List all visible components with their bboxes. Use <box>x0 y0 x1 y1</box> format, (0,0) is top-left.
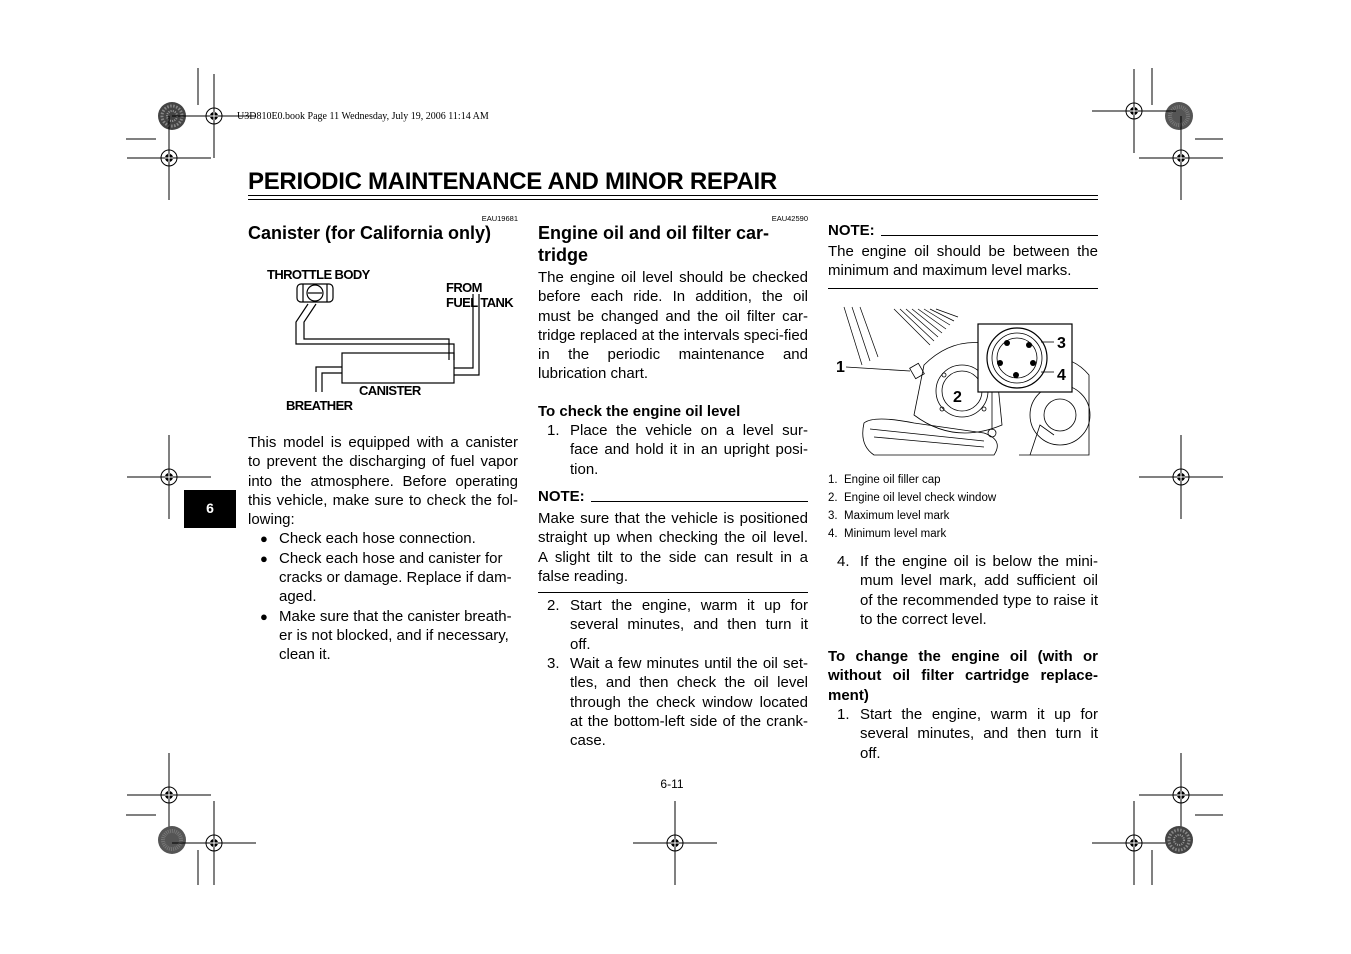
section-code: EAU42590 <box>771 214 808 223</box>
oil-intro: The engine oil level should be checked before each ride. In addition, the oil must be changed and the oil filter car-tridge replaced at the intervals speci-fied in the periodic maintenance and lubrication chart. <box>538 269 808 383</box>
registration-rosette-icon <box>1165 102 1193 130</box>
section-heading: Canister (for California only) <box>248 223 492 243</box>
callout-4: 4 <box>1057 367 1066 384</box>
registration-rosette-icon <box>158 826 186 854</box>
callout-2: 2 <box>953 389 962 406</box>
note-end-rule <box>828 288 1098 289</box>
registration-crosshair-icon <box>633 801 717 885</box>
bullet-icon: ● <box>260 550 268 566</box>
caption-item: 1. Engine oil filler cap <box>828 474 941 486</box>
bullet-icon: ● <box>260 531 268 547</box>
label-canister: CANISTER <box>359 383 421 398</box>
callout-1: 1 <box>836 359 845 376</box>
registration-rosette-icon <box>1165 826 1193 854</box>
section-code: EAU19681 <box>481 214 518 223</box>
note-text: The engine oil should be between the minimum and maximum level marks. <box>828 243 1098 280</box>
page-title: PERIODIC MAINTENANCE AND MINOR REPAIR <box>248 168 777 195</box>
registration-crosshair-icon <box>127 753 211 837</box>
registration-crosshair-icon <box>1139 116 1223 200</box>
step: 1. Start the engine, warm it up for several minutes, and then turn it off. <box>837 706 1098 762</box>
registration-crosshair-icon <box>1092 69 1176 153</box>
caption-item: 4. Minimum level mark <box>828 528 947 540</box>
canister-diagram <box>258 262 520 416</box>
label-fuel-tank: FUEL TANK <box>446 295 514 310</box>
right-column <box>828 222 1098 289</box>
engine-oil-figure <box>834 305 1094 463</box>
subheading: To change the engine oil (with or without oil filter cartridge replace-ment) <box>828 648 1098 704</box>
title-rule-thin <box>248 199 1098 200</box>
title-rule <box>248 195 1098 196</box>
caption-item: 2. Engine oil level check window <box>828 492 997 504</box>
list-item: ● Check each hose connection. <box>260 530 476 548</box>
registration-crosshair-icon <box>127 116 211 200</box>
list-item: ● Check each hose and canister for cracks or damage. Replace if dam-aged. <box>260 549 512 606</box>
step: 3. Wait a few minutes until the oil set-tles, and then check the oil level through the check window located at the bottom-left side of the crank-case. <box>547 655 808 750</box>
note-text: Make sure that the vehicle is positioned straight up when checking the oil level. A slight tilt to the side can result in a false reading. <box>538 509 808 585</box>
callout-3: 3 <box>1057 335 1066 352</box>
bullet-icon: ● <box>260 608 268 624</box>
caption-item: 3. Maximum level mark <box>828 510 950 522</box>
step: 1. Place the vehicle on a level sur-face and hold it in an upright posi-tion. <box>547 422 808 478</box>
section-heading: Engine oil and oil filter car-tridge <box>538 223 770 265</box>
subheading: To check the engine oil level <box>538 402 741 420</box>
registration-crosshair-icon <box>1139 753 1223 837</box>
note-end-rule <box>538 592 808 593</box>
page-number: 6-11 <box>660 777 684 791</box>
label-throttle-body: THROTTLE BODY <box>267 267 370 282</box>
step: 2. Start the engine, warm it up for several minutes, and then turn it off. <box>547 597 808 653</box>
note-label: NOTE: <box>538 488 808 505</box>
label-from: FROM <box>446 280 482 295</box>
list-item: ● Make sure that the canister breath-er is not blocked, and if necessary, clean it. <box>260 607 512 664</box>
step: 4. If the engine oil is below the mini-mum level mark, add sufficient oil of the recommended type to raise it to the correct level. <box>837 553 1098 628</box>
note-label: NOTE: <box>828 222 1098 239</box>
registration-crosshair-icon <box>1092 801 1176 885</box>
left-column <box>248 214 518 245</box>
middle-column <box>538 214 808 751</box>
chapter-tab: 6 <box>184 490 236 528</box>
registration-crosshair-icon <box>172 801 256 885</box>
registration-crosshair-icon <box>1139 435 1223 519</box>
print-header: U3D810E0.book Page 11 Wednesday, July 19, 2006 11:14 AM <box>237 111 489 122</box>
label-breather: BREATHER <box>286 398 353 413</box>
canister-intro: This model is equipped with a canister to prevent the discharging of fuel vapor into the atmosphere. Before operating this vehicle, make sure to check the fol-lowing: <box>248 434 518 529</box>
